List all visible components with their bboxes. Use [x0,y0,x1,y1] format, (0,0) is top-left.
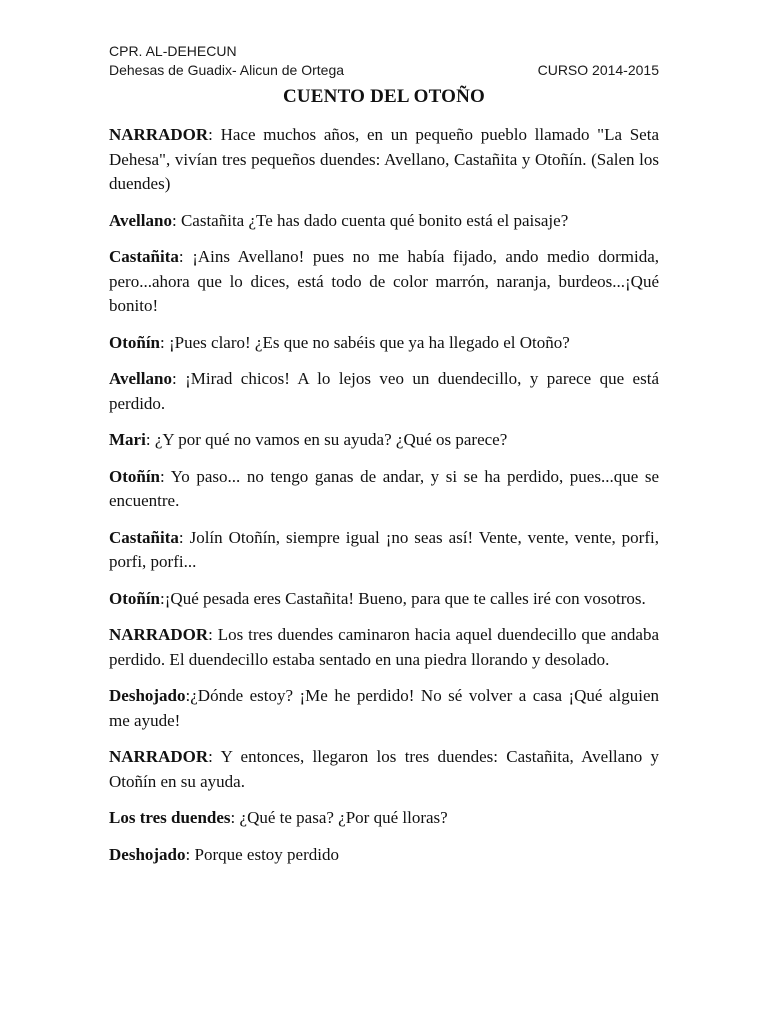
story-paragraph [109,331,659,356]
speaker-name: NARRADOR [109,125,209,144]
speaker-name: NARRADOR [109,625,209,644]
speaker-name: Castañita [109,527,179,547]
speaker-separator: : [171,369,186,388]
speaker-separator: : [185,844,195,864]
speaker-separator: : [160,466,171,486]
speaker-separator: : [160,588,165,608]
story-paragraph [109,123,659,197]
school-location: Dehesas de Guadix- Alicun de Ortega [109,62,345,78]
story-paragraph [109,526,659,575]
dialogue-text: Jolín Otoñín, siempre igual ¡no seas así! Vente, vente, vente, porfi, porfi, porfi... [109,527,659,571]
dialogue-text: Yo paso... no tengo ganas de andar, y si se ha perdido, pues...que se encuentre. [109,466,660,510]
page-header [109,42,659,80]
story-body [109,123,659,879]
document-title: CUENTO DEL OTOÑO [282,86,486,107]
dialogue-text: ¡Qué pesada eres Castañita! Bueno, para que te calles iré con vosotros. [164,588,646,608]
story-paragraph [109,209,659,234]
dialogue-text: Y entonces, llegaron los tres duendes: Castañita, Avellano y Otoñín en su ayuda. [109,747,660,791]
dialogue-text: ¿Dónde estoy? ¡Me he perdido! No sé volver a casa ¡Qué alguien me ayude! [109,686,659,730]
dialogue-text: ¡Mirad chicos! A lo lejos veo un duendecillo, y parece que está perdido. [109,369,659,413]
story-paragraph [109,367,659,416]
speaker-separator: : [145,430,155,449]
speaker-name: Otoñín [109,588,161,608]
story-paragraph [109,745,659,794]
dialogue-text: ¿Y por qué no vamos en su ayuda? ¿Qué os parece? [154,430,508,449]
header-row [109,61,659,80]
story-paragraph [109,465,659,514]
speaker-separator: : [185,686,191,705]
dialogue-text: ¿Qué te pasa? ¿Por qué lloras? [239,808,448,827]
course-year: CURSO 2014-2015 [537,62,659,78]
story-paragraph [109,684,659,733]
story-paragraph [109,806,659,831]
school-name: CPR. AL-DEHECUN [109,43,237,59]
dialogue-text: Hace muchos años, en un pequeño pueblo llamado "La Seta Dehesa", vivían tres pequeños duendes: Avellano, Castañita y Otoñín. (Salen los duendes) [109,125,659,193]
speaker-name: Otoñín [109,466,161,486]
speaker-name: Mari [109,430,146,449]
story-paragraph [109,623,659,672]
speaker-separator: : [208,747,221,766]
speaker-name: Castañita [109,247,179,266]
dialogue-text: ¡Pues claro! ¿Es que no sabéis que ya ha llegado el Otoño? [169,332,570,352]
dialogue-text: Porque estoy perdido [194,844,339,864]
speaker-name: Avellano [109,210,172,230]
speaker-separator: : [160,332,170,352]
speaker-name: Los tres duendes [109,808,231,827]
dialogue-text: ¡Ains Avellano! pues no me había fijado, ando medio dormida, pero...ahora que lo dices, está todo de color marrón, naranja, burdeos...¡Qué bonito! [109,247,659,315]
story-paragraph [109,428,659,453]
speaker-name: Avellano [109,369,172,388]
speaker-name: Deshojado [109,686,186,705]
story-paragraph [109,843,659,868]
speaker-separator: : [171,210,181,230]
speaker-name: Deshojado [109,844,186,864]
speaker-separator: : [208,125,221,144]
speaker-name: NARRADOR [109,747,209,766]
speaker-separator: : [208,625,218,644]
speaker-name: Otoñín [109,332,161,352]
speaker-separator: : [178,527,190,547]
speaker-separator: : [178,247,193,266]
story-paragraph [109,587,659,612]
speaker-separator: : [230,808,240,827]
dialogue-text: Los tres duendes caminaron hacia aquel duendecillo que andaba perdido. El duendecillo estaba sentado en una piedra llorando y desolado. [109,625,659,669]
dialogue-text: Castañita ¿Te has dado cuenta qué bonito está el paisaje? [180,210,569,230]
story-paragraph [109,245,659,319]
